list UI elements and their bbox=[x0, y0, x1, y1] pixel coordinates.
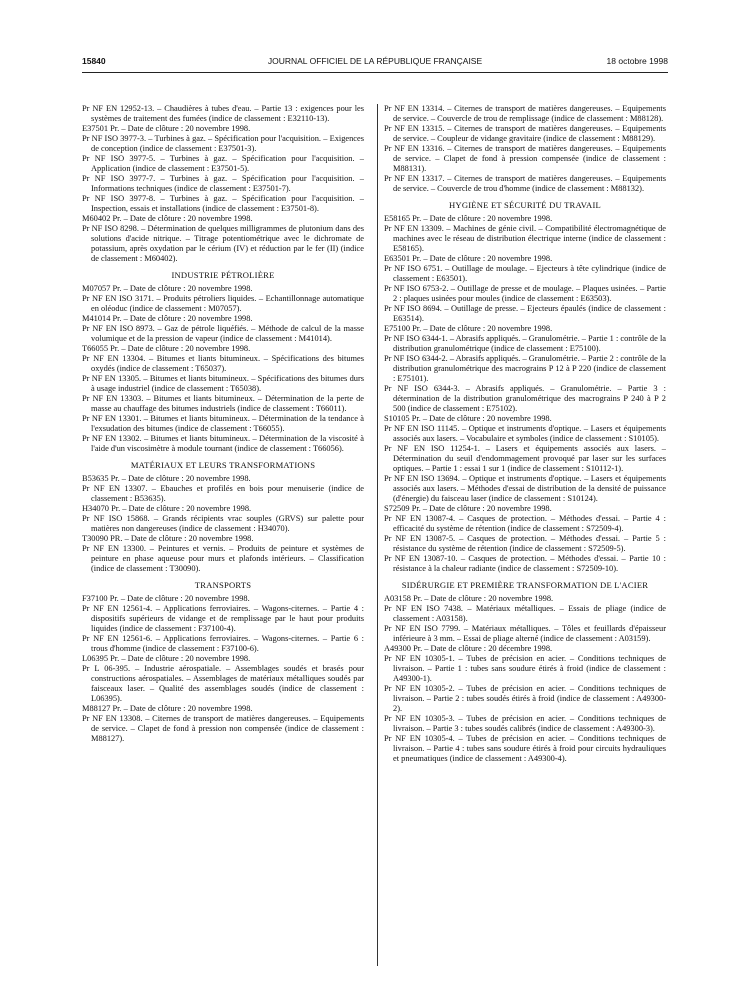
notice-entry: Pr NF EN 13300. – Peintures et vernis. – Produits de peinture et systèmes de peinture en phase aqueuse pour murs et plafonds intérieurs. – Classification (indice de classement : T30090). bbox=[82, 544, 364, 573]
notice-entry: H34070 Pr. – Date de clôture : 20 novembre 1998. bbox=[82, 504, 252, 513]
notice-entry: Pr NF EN ISO 13694. – Optique et instruments d'optique. – Lasers et équipements associés aux lasers. – Méthodes d'essai de distribution de la densité de puissance (d'énergie) du faisceau laser (indice de classement : S10124). bbox=[384, 474, 666, 503]
notice-entry: Pr NF ISO 6753-2. – Outillage de presse et de moulage. – Plaques usinées. – Partie 2 : plaques usinées pour moules (indice de classement : E63503). bbox=[384, 284, 666, 303]
section-heading: MATÉRIAUX ET LEURS TRANSFORMATIONS bbox=[130, 460, 316, 470]
notice-entry: Pr NF EN 13303. – Bitumes et liants bitumineux. – Détermination de la perte de masse au chauffage des bitumes industriels (indice de classement : T66011). bbox=[82, 394, 364, 413]
section-heading: INDUSTRIE PÉTROLIÈRE bbox=[171, 270, 275, 280]
notice-entry: Pr NF ISO 3977-3. – Turbines à gaz. – Spécification pour l'acquisition. – Exigences de conception (indice de classement : E37501-3). bbox=[82, 134, 364, 153]
notice-entry: Pr NF EN 10305-3. – Tubes de précision en acier. – Conditions techniques de livraison. – Partie 3 : tubes soudés calibrés (indice de classement : A49300-3). bbox=[384, 714, 666, 733]
notice-entry: Pr NF ISO 3977-7. – Turbines à gaz. – Spécification pour l'acquisition. – Informations techniques (indice de classement : E37501-7). bbox=[82, 174, 364, 193]
notice-entry: Pr NF ISO 8694. – Outillage de presse. – Ejecteurs épaulés (indice de classement : E63514). bbox=[384, 304, 666, 323]
notice-entry: M88127 Pr. – Date de clôture : 20 novembre 1998. bbox=[82, 704, 253, 713]
notice-entry: Pr NF EN 13307. – Ebauches et profilés en bois pour menuiserie (indice de classement : B53635). bbox=[82, 484, 364, 503]
notice-entry: Pr NF EN ISO 3171. – Produits pétroliers liquides. – Echantillonnage automatique en oléoduc (indice de classement : M07057). bbox=[82, 294, 364, 313]
journal-title: JOURNAL OFFICIEL DE LA RÉPUBLIQUE FRANÇAISE bbox=[267, 56, 483, 66]
notice-entry: Pr NF EN ISO 11254-1. – Lasers et équipements associés aux lasers. – Détermination du seuil d'endommagement provoqué par laser sur les surfaces optiques. – Partie 1 : essai 1 sur 1 (indice de classement : S10112-1). bbox=[384, 444, 666, 473]
notice-entry: L06395 Pr. – Date de clôture : 20 novembre 1998. bbox=[82, 654, 251, 663]
notice-entry: F37100 Pr. – Date de clôture : 20 novembre 1998. bbox=[82, 594, 250, 603]
notice-entry: Pr NF EN 12561-4. – Applications ferroviaires. – Wagons-citernes. – Partie 4 : dispositifs supérieurs de vidange et de remplissage par le haut pour produits liquides (indice de classement : F37100-4). bbox=[82, 604, 364, 633]
notice-entry: Pr NF EN 10305-4. – Tubes de précision en acier. – Conditions techniques de livraison. – Partie 4 : tubes sans soudure étirés à froid pour circuits hydrauliques et pneumatiques (indice de classement : A49300-4). bbox=[384, 734, 666, 763]
left-column bbox=[82, 104, 364, 744]
notice-entry: T66055 Pr. – Date de clôture : 20 novembre 1998. bbox=[82, 344, 251, 353]
notice-entry: Pr NF EN 13087-5. – Casques de protection. – Méthodes d'essai. – Partie 5 : résistance du système de rétention (indice de classement : S72509-5). bbox=[384, 534, 666, 553]
notice-entry: Pr NF ISO 15868. – Grands récipients vrac souples (GRVS) sur palette pour matières non dangereuses (indice de classement : H34070). bbox=[82, 514, 364, 533]
section-heading: SIDÉRURGIE ET PREMIÈRE TRANSFORMATION DE L'ACIER bbox=[401, 580, 649, 590]
notice-entry: Pr NF EN 13305. – Bitumes et liants bitumineux. – Spécifications des bitumes durs à usage industriel (indice de classement : T65038). bbox=[82, 374, 364, 393]
notice-entry: Pr NF EN 13087-10. – Casques de protection. – Méthodes d'essai. – Partie 10 : résistance à la chaleur radiante (indice de classement : S72509-10). bbox=[384, 554, 666, 573]
notice-entry: E75100 Pr. – Date de clôture : 20 novembre 1998. bbox=[384, 324, 553, 333]
page-number: 15840 bbox=[82, 56, 106, 66]
notice-entry: Pr NF ISO 3977-5. – Turbines à gaz. – Spécification pour l'acquisition. – Application (indice de classement : E37501-5). bbox=[82, 154, 364, 173]
notice-entry: M07057 Pr. – Date de clôture : 20 novembre 1998. bbox=[82, 284, 253, 293]
notice-entry: Pr NF EN 13302. – Bitumes et liants bitumineux. – Détermination de la viscosité à l'aide d'un viscosimètre à module tournant (indice de classement : T66056). bbox=[82, 434, 364, 453]
notice-entry: Pr NF EN 10305-2. – Tubes de précision en acier. – Conditions techniques de livraison. – Partie 2 : tubes soudés étirés à froid (indice de classement : A49300-2). bbox=[384, 684, 666, 713]
notice-entry: S72509 Pr. – Date de clôture : 20 novembre 1998. bbox=[384, 504, 552, 513]
notice-entry: Pr NF EN ISO 7438. – Matériaux métalliques. – Essais de pliage (indice de classement : A03158). bbox=[384, 604, 666, 623]
notice-entry: M60402 Pr. – Date de clôture : 20 novembre 1998. bbox=[82, 214, 253, 223]
notice-entry: Pr NF EN ISO 11145. – Optique et instruments d'optique. – Lasers et équipements associés aux lasers. – Vocabulaire et symboles (indice de classement : S10105). bbox=[384, 424, 666, 443]
notice-entry: Pr NF EN 13304. – Bitumes et liants bitumineux. – Spécifications des bitumes oxydés (indice de classement : T65037). bbox=[82, 354, 364, 373]
notice-entry: E37501 Pr. – Date de clôture : 20 novembre 1998. bbox=[82, 124, 251, 133]
notice-entry: A03158 Pr. – Date de clôture : 20 novembre 1998. bbox=[384, 594, 554, 603]
section-heading: TRANSPORTS bbox=[194, 580, 252, 590]
header-rule bbox=[82, 72, 668, 73]
notice-entry: T30090 PR. – Date de clôture : 20 novembre 1998. bbox=[82, 534, 254, 543]
notice-entry: A49300 Pr. – Date de clôture : 20 décembre 1998. bbox=[384, 644, 553, 653]
notice-entry: Pr NF EN ISO 7799. – Matériaux métalliques. – Tôles et feuillards d'épaisseur inférieure à 3 mm. – Essai de pliage alterné (indice de classement : A03159). bbox=[384, 624, 666, 643]
notice-entry: Pr NF EN ISO 8973. – Gaz de pétrole liquéfiés. – Méthode de calcul de la masse volumique et de la pression de vapeur (indice de classement : M41014). bbox=[82, 324, 364, 343]
column-separator bbox=[377, 104, 378, 966]
notice-entry: Pr NF EN 13314. – Citernes de transport de matières dangereuses. – Equipements de service. – Couvercle de trou de remplissage (indice de classement : M88128). bbox=[384, 104, 666, 123]
notice-entry: Pr NF ISO 8298. – Détermination de quelques milligrammes de plutonium dans des solutions d'acide nitrique. – Titrage potentiométrique avec le dichromate de potassium, après oxydation par le cérium (IV) et réduction par le fer (II) (indice de classement : M60402). bbox=[82, 224, 364, 263]
page-header bbox=[82, 56, 668, 70]
notice-entry: Pr NF EN 13316. – Citernes de transport de matières dangereuses. – Equipements de service. – Clapet de fond à pression compensée (indice de classement : M88131). bbox=[384, 144, 666, 173]
notice-entry: E63501 Pr. – Date de clôture : 20 novembre 1998. bbox=[384, 254, 553, 263]
notice-entry: E58165 Pr. – Date de clôture : 20 novembre 1998. bbox=[384, 214, 553, 223]
section-heading: HYGIÈNE ET SÉCURITÉ DU TRAVAIL bbox=[449, 200, 601, 210]
notice-entry: Pr NF ISO 6344-1. – Abrasifs appliqués. – Granulométrie. – Partie 1 : contrôle de la distribution granulométrique (indice de classement : E75100). bbox=[384, 334, 666, 353]
notice-entry: B53635 Pr. – Date de clôture : 20 novembre 1998. bbox=[82, 474, 251, 483]
notice-entry: Pr NF EN 12952-13. – Chaudières à tubes d'eau. – Partie 13 : exigences pour les systèmes de traitement des fumées (indice de classement : E32110-13). bbox=[82, 104, 364, 123]
notice-entry: Pr L 06-395. – Industrie aérospatiale. – Assemblages soudés et brasés pour constructions aérospatiales. – Assemblages de matériaux métalliques soudés par faisceaux laser. – Qualité des assemblages soudés (indice de classement : L06395). bbox=[82, 664, 364, 703]
notice-entry: Pr NF ISO 6751. – Outillage de moulage. – Ejecteurs à tête cylindrique (indice de classement : E63501). bbox=[384, 264, 666, 283]
notice-entry: Pr NF EN 12561-6. – Applications ferroviaires. – Wagons-citernes. – Partie 6 : trous d'homme (indice de classement : F37100-6). bbox=[82, 634, 364, 653]
notice-entry: Pr NF EN 13087-4. – Casques de protection. – Méthodes d'essai. – Partie 4 : efficacité du système de rétention (indice de classement : S72509-4). bbox=[384, 514, 666, 533]
notice-entry: M41014 Pr. – Date de clôture : 20 novembre 1998. bbox=[82, 314, 253, 323]
notice-entry: Pr NF EN 13308. – Citernes de transport de matières dangereuses. – Equipements de service. – Clapet de fond à pression non compensée (indice de classement : M88127). bbox=[82, 714, 364, 743]
notice-entry: Pr NF ISO 3977-8. – Turbines à gaz. – Spécification pour l'acquisition. – Inspection, essais et installations (indice de classement : E37501-8). bbox=[82, 194, 364, 213]
issue-date: 18 octobre 1998 bbox=[606, 56, 668, 66]
right-column bbox=[384, 104, 666, 764]
notice-entry: Pr NF ISO 6344-3. – Abrasifs appliqués. – Granulométrie. – Partie 3 : détermination de la distribution granulométrique des macrograins P 240 à P 2 500 (indice de classement : E75102). bbox=[384, 384, 666, 413]
notice-entry: S10105 Pr. – Date de clôture : 20 novembre 1998. bbox=[384, 414, 552, 423]
notice-entry: Pr NF EN 13315. – Citernes de transport de matières dangereuses. – Equipements de service. – Coupleur de vidange gravitaire (indice de classement : M88129). bbox=[384, 124, 666, 143]
notice-entry: Pr NF EN 10305-1. – Tubes de précision en acier. – Conditions techniques de livraison. – Partie 1 : tubes sans soudure étirés à froid (indice de classement : A49300-1). bbox=[384, 654, 666, 683]
notice-entry: Pr NF ISO 6344-2. – Abrasifs appliqués. – Granulométrie. – Partie 2 : contrôle de la distribution granulométrique des macrograins P 12 à P 220 (indice de classement : E75101). bbox=[384, 354, 666, 383]
notice-entry: Pr NF EN 13317. – Citernes de transport de matières dangereuses. – Equipements de service. – Couvercle de trou d'homme (indice de classement : M88132). bbox=[384, 174, 666, 193]
notice-entry: Pr NF EN 13301. – Bitumes et liants bitumineux. – Détermination de la tendance à l'exsudation des bitumes (indice de classement : T66055). bbox=[82, 414, 364, 433]
notice-entry: Pr NF EN 13309. – Machines de génie civil. – Compatibilité électromagnétique de machines avec le réseau de distribution électrique interne (indice de classement : E58165). bbox=[384, 224, 666, 253]
